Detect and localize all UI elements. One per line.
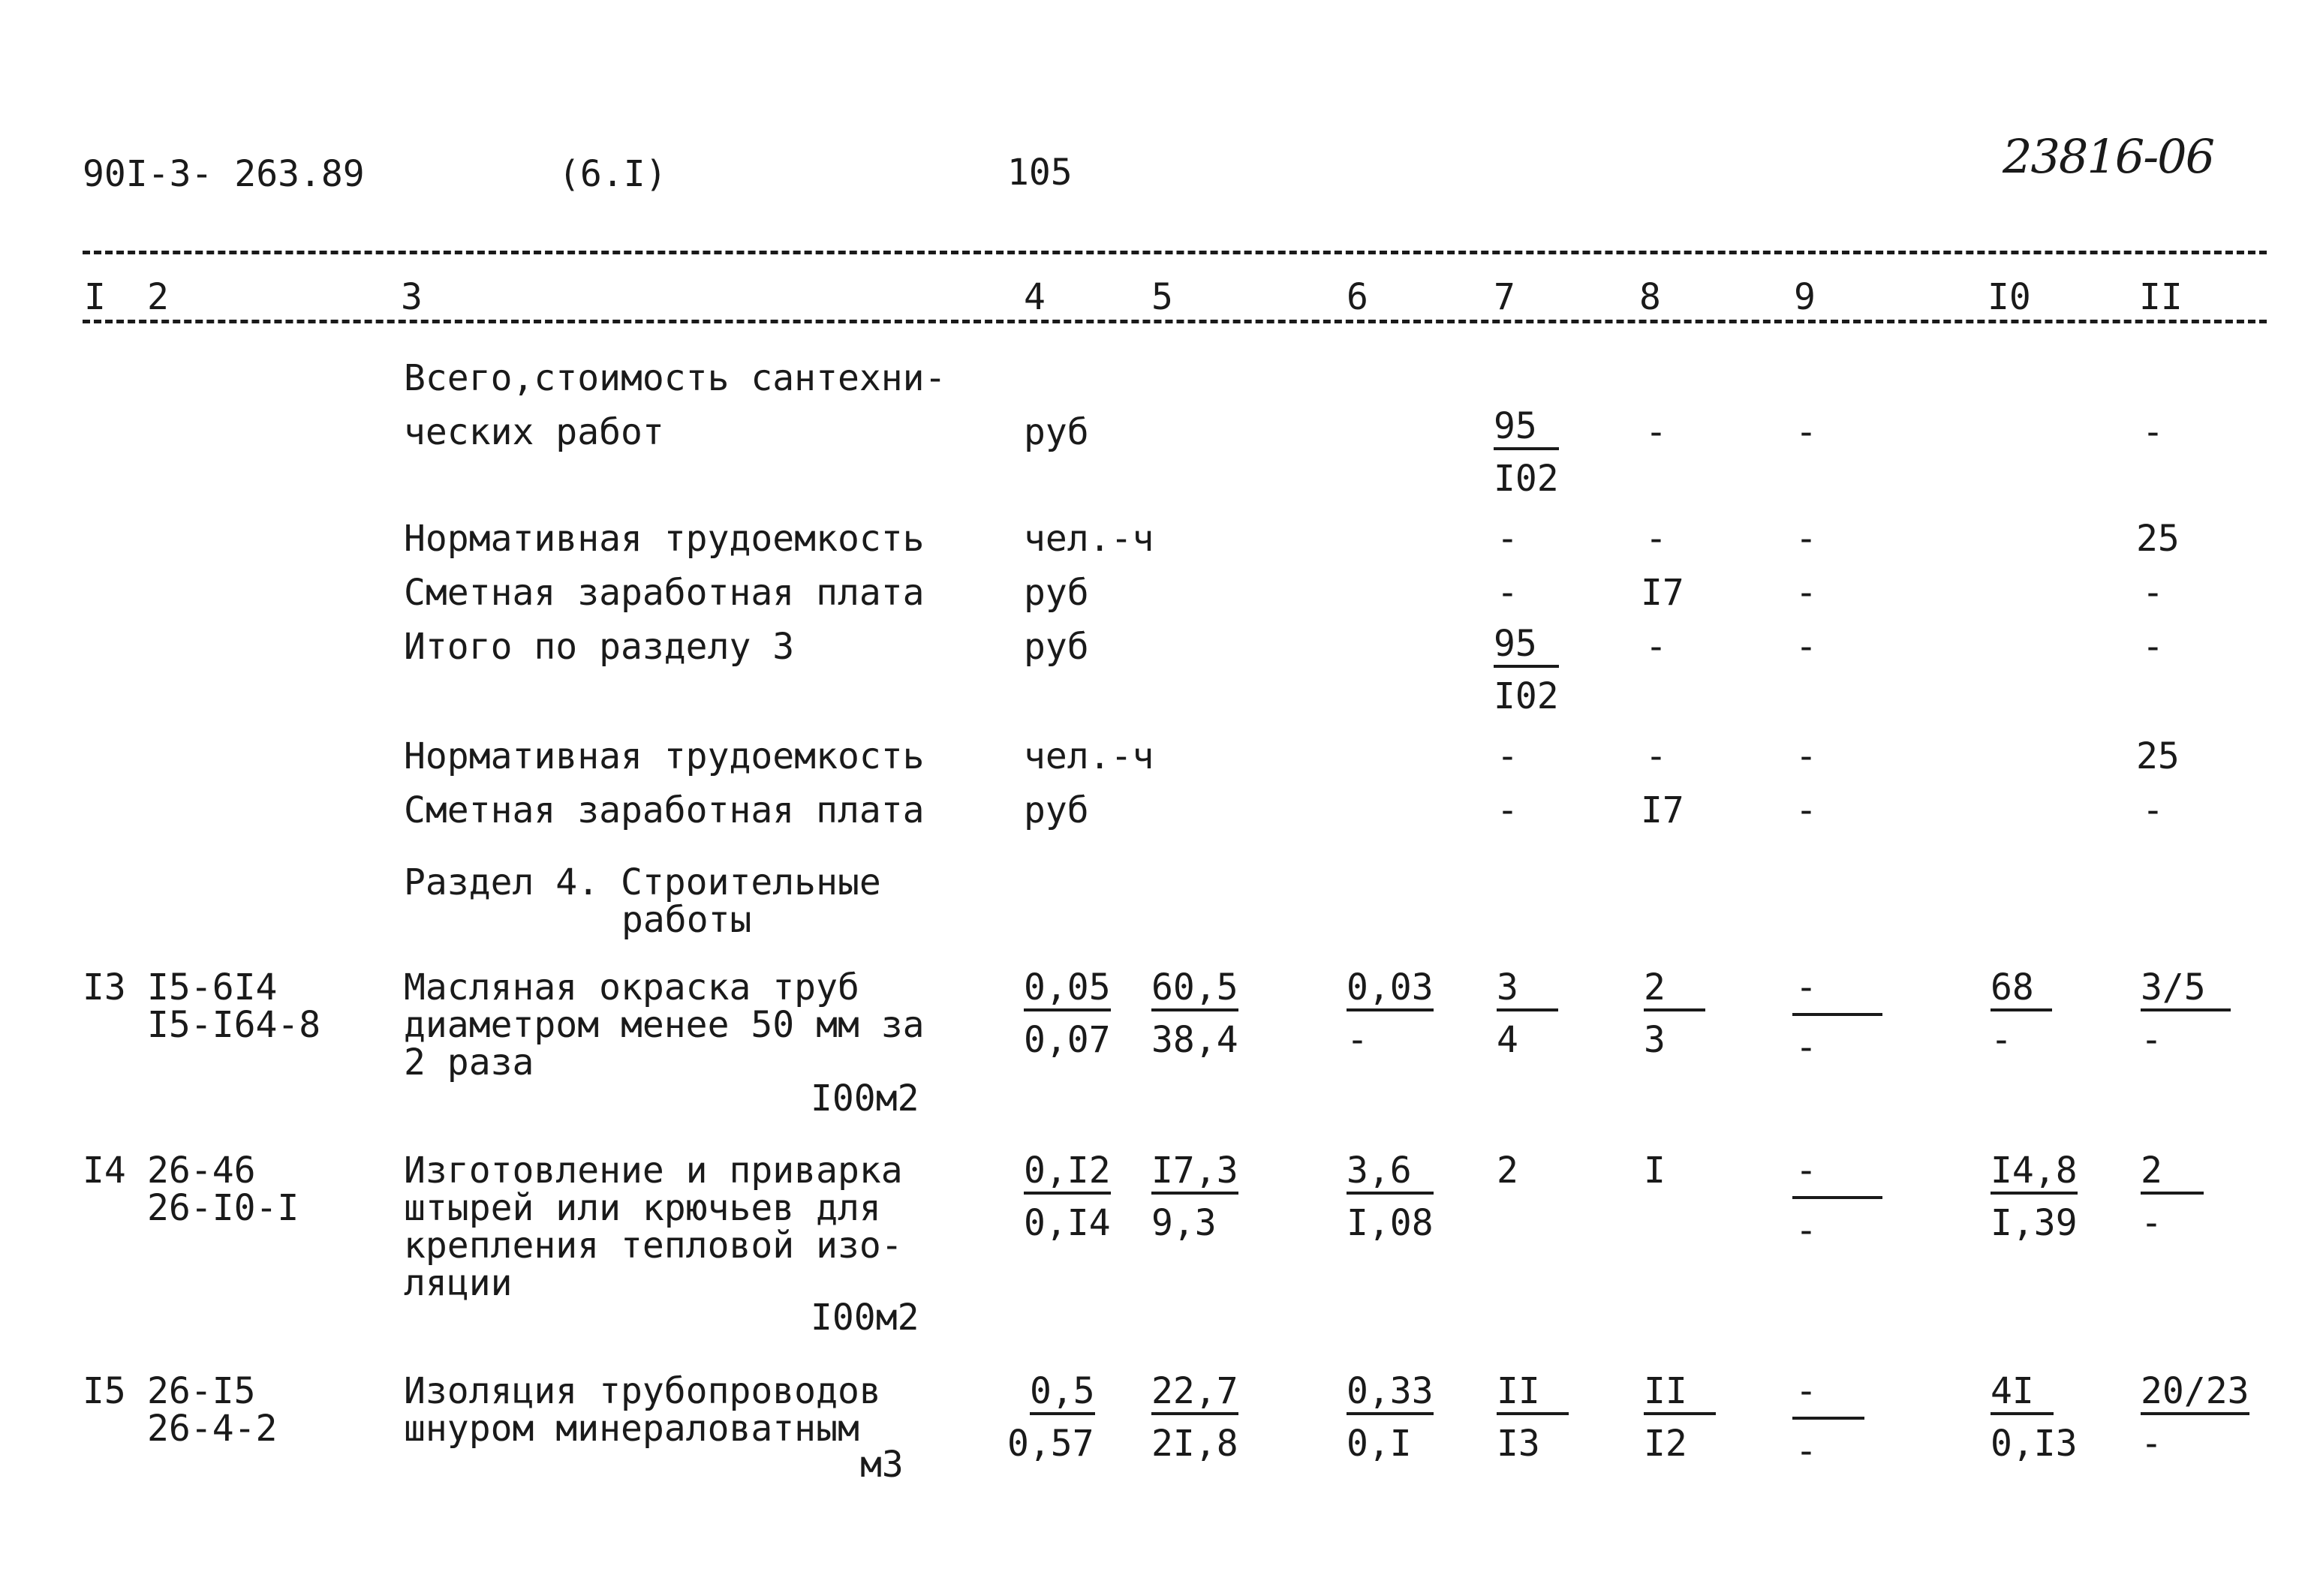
row-i3-col10 (1991, 966, 2052, 1061)
row-i4-col5-num: I7,3 (1151, 1153, 1238, 1195)
total-label-line1: Всего,стоимость сантехни- (404, 357, 946, 399)
labor-col9: - (1795, 518, 1817, 560)
row-i3-col6-num: 0,03 (1347, 969, 1434, 1011)
column-header-6: 6 (1347, 276, 1368, 318)
row-i3-col9-num: - (1795, 966, 1817, 1008)
row-i3-col7-den: 4 (1497, 1019, 1518, 1061)
column-header-3: 3 (401, 276, 423, 318)
column-header-2: 2 (147, 276, 169, 318)
row-i4-col9-den: - (1795, 1210, 1817, 1252)
row-i3-col5-den: 38,4 (1151, 1019, 1238, 1061)
wage2-label: Сметная заработная плата (404, 789, 925, 831)
row-i4-col4 (1024, 1150, 1111, 1244)
row-i5-col10-den: 0,I3 (1991, 1423, 2078, 1465)
row-i4-desc3: крепления тепловой изо- (404, 1225, 903, 1267)
row-i4-number: I4 (83, 1150, 126, 1192)
row-i5-col4 (1007, 1370, 1095, 1465)
row-i3-desc2: диаметром менее 50 мм за (404, 1004, 925, 1046)
row-i5-unit: м3 (860, 1444, 904, 1486)
itogo-col7-numerator: 95 (1494, 626, 1559, 668)
column-header-7: 7 (1494, 276, 1515, 318)
total-col11: - (2142, 411, 2164, 453)
itogo-unit: руб (1024, 626, 1089, 668)
row-i3-col9-line (1792, 1013, 1882, 1016)
row-i5-col9-den: - (1795, 1430, 1817, 1472)
row-i4-col4-num: 0,I2 (1024, 1153, 1111, 1195)
row-i5-col5-num: 22,7 (1151, 1373, 1238, 1415)
section-number: (6.I) (558, 153, 667, 195)
document-code: 90I-3- 263.89 (83, 153, 365, 195)
row-i4-col9-line (1792, 1196, 1882, 1199)
labor-label: Нормативная трудоемкость (404, 518, 925, 560)
row-i5-col10-num: 4I (1991, 1373, 2054, 1415)
row-i4-col11-num: 2 (2141, 1153, 2204, 1195)
labor-unit: чел.-ч (1024, 518, 1154, 560)
row-i3-desc1: Масляная окраска труб (404, 966, 859, 1008)
total-col7-fraction (1494, 405, 1559, 500)
row-i3-col9-den: - (1795, 1026, 1817, 1069)
total-label-line2: ческих работ (404, 411, 664, 453)
row-i4-col6 (1347, 1150, 1434, 1244)
row-i4-col5-den: 9,3 (1151, 1202, 1217, 1244)
row-i5-col6-num: 0,33 (1347, 1373, 1434, 1415)
row-i4-col11-den: - (2141, 1202, 2162, 1244)
row-i5-col5 (1151, 1370, 1238, 1465)
labor-col11: 25 (2136, 518, 2180, 560)
row-i4-col11 (2141, 1150, 2204, 1244)
row-i5-col8-num: II (1644, 1373, 1716, 1415)
labor2-col9: - (1795, 735, 1817, 777)
row-i3-desc3: 2 раза (404, 1041, 534, 1084)
row-i3-number: I3 (83, 966, 126, 1008)
row-i3-col11-den: - (2141, 1019, 2162, 1061)
row-i5-desc1: Изоляция трубопроводов (404, 1370, 881, 1412)
row-i5-code2: 26-4-2 (147, 1408, 278, 1450)
row-i4-col10 (1991, 1150, 2078, 1244)
row-i4-col5 (1151, 1150, 1238, 1244)
row-i3-col4-den: 0,07 (1024, 1019, 1111, 1061)
section4-title-line2: работы (621, 899, 752, 941)
row-i3-col11-num: 3/5 (2141, 969, 2231, 1011)
row-i3-code1: I5-6I4 (147, 966, 278, 1008)
row-i5-col5-den: 2I,8 (1151, 1423, 1238, 1465)
itogo-col11: - (2142, 626, 2164, 668)
column-header-1: I (84, 276, 106, 318)
table-top-rule (83, 251, 2267, 254)
column-header-11: II (2139, 276, 2183, 318)
row-i5-code1: 26-I5 (147, 1370, 256, 1412)
wage2-col8: I7 (1641, 789, 1684, 831)
row-i3-col4-num: 0,05 (1024, 969, 1111, 1011)
row-i4-code2: 26-I0-I (147, 1187, 299, 1229)
wage2-col7: - (1497, 789, 1518, 831)
row-i3-col10-num: 68 (1991, 969, 2052, 1011)
column-header-4: 4 (1024, 276, 1046, 318)
itogo-col8: - (1645, 626, 1667, 668)
itogo-col9: - (1795, 626, 1817, 668)
row-i5-col9-num: - (1795, 1370, 1817, 1412)
row-i3-col7-num: 3 (1497, 969, 1558, 1011)
row-i5-col7-num: II (1497, 1373, 1569, 1415)
total-unit: руб (1024, 411, 1089, 453)
table-header-rule (83, 320, 2267, 323)
labor2-unit: чел.-ч (1024, 735, 1154, 777)
handwritten-number: 23816-06 (2003, 129, 2214, 184)
row-i5-col8-den: I2 (1644, 1423, 1687, 1465)
row-i4-desc2: штырей или крючьев для (404, 1187, 881, 1229)
labor-col8: - (1645, 518, 1667, 560)
wage-col7: - (1497, 572, 1518, 614)
wage-col11: - (2142, 572, 2164, 614)
row-i5-col6 (1347, 1370, 1434, 1465)
row-i4-col7: 2 (1497, 1150, 1518, 1192)
wage-col8: I7 (1641, 572, 1684, 614)
row-i4-col4-den: 0,I4 (1024, 1202, 1111, 1244)
row-i3-col5 (1151, 966, 1238, 1061)
row-i5-col9-line (1792, 1417, 1864, 1420)
row-i5-col11 (2141, 1370, 2249, 1465)
row-i4-col9-num: - (1795, 1150, 1817, 1192)
wage-label: Сметная заработная плата (404, 572, 925, 614)
total-col7-denominator: I02 (1494, 458, 1559, 500)
row-i3-col7 (1497, 966, 1558, 1061)
itogo-label: Итого по разделу 3 (404, 626, 795, 668)
column-header-5: 5 (1151, 276, 1173, 318)
row-i4-code1: 26-46 (147, 1150, 256, 1192)
row-i3-col8-num: 2 (1644, 969, 1705, 1011)
row-i3-unit: I00м2 (811, 1078, 919, 1120)
row-i5-col6-den: 0,I (1347, 1423, 1412, 1465)
labor2-col8: - (1645, 735, 1667, 777)
column-header-9: 9 (1794, 276, 1816, 318)
row-i3-col8 (1644, 966, 1705, 1061)
row-i5-desc2: шнуром минераловатным (404, 1408, 859, 1450)
row-i5-col7-den: I3 (1497, 1423, 1540, 1465)
row-i5-col8 (1644, 1370, 1716, 1465)
page-number: 105 (1007, 152, 1073, 194)
row-i3-col10-den: - (1991, 1019, 2012, 1061)
labor2-col11: 25 (2136, 735, 2180, 777)
row-i3-col5-num: 60,5 (1151, 969, 1238, 1011)
row-i5-col11-num: 20/23 (2141, 1373, 2249, 1415)
wage2-unit: руб (1024, 789, 1089, 831)
itogo-col7-fraction (1494, 623, 1559, 717)
labor2-col7: - (1497, 735, 1518, 777)
itogo-col7-denominator: I02 (1494, 675, 1559, 717)
wage-unit: руб (1024, 572, 1089, 614)
row-i3-col8-den: 3 (1644, 1019, 1666, 1061)
row-i4-desc1: Изготовление и приварка (404, 1150, 903, 1192)
row-i4-col6-den: I,08 (1347, 1202, 1434, 1244)
row-i3-code2: I5-I64-8 (147, 1004, 321, 1046)
row-i3-col11 (2141, 966, 2231, 1061)
row-i5-col10 (1991, 1370, 2078, 1465)
wage2-col11: - (2142, 789, 2164, 831)
wage-col9: - (1795, 572, 1817, 614)
row-i4-col8: I (1644, 1150, 1666, 1192)
row-i4-col10-den: I,39 (1991, 1202, 2078, 1244)
row-i5-number: I5 (83, 1370, 126, 1412)
column-header-10: I0 (1988, 276, 2031, 318)
wage2-col9: - (1795, 789, 1817, 831)
row-i5-col7 (1497, 1370, 1569, 1465)
total-col7-numerator: 95 (1494, 408, 1559, 450)
row-i3-col6-den: - (1347, 1019, 1368, 1061)
row-i4-col6-num: 3,6 (1347, 1153, 1434, 1195)
total-col8: - (1645, 411, 1667, 453)
row-i4-col10-num: I4,8 (1991, 1153, 2078, 1195)
row-i5-col11-den: - (2141, 1423, 2162, 1465)
row-i4-unit: I00м2 (811, 1297, 919, 1339)
column-header-8: 8 (1639, 276, 1661, 318)
labor-col7: - (1497, 518, 1518, 560)
total-col9: - (1795, 411, 1817, 453)
row-i4-desc4: ляции (404, 1262, 513, 1304)
row-i5-col4-num: 0,5 (1030, 1373, 1095, 1415)
labor2-label: Нормативная трудоемкость (404, 735, 925, 777)
row-i3-col4 (1024, 966, 1111, 1061)
section4-title-line1: Раздел 4. Строительные (404, 861, 881, 903)
row-i5-col4-den: 0,57 (1007, 1423, 1094, 1465)
row-i3-col6 (1347, 966, 1434, 1061)
